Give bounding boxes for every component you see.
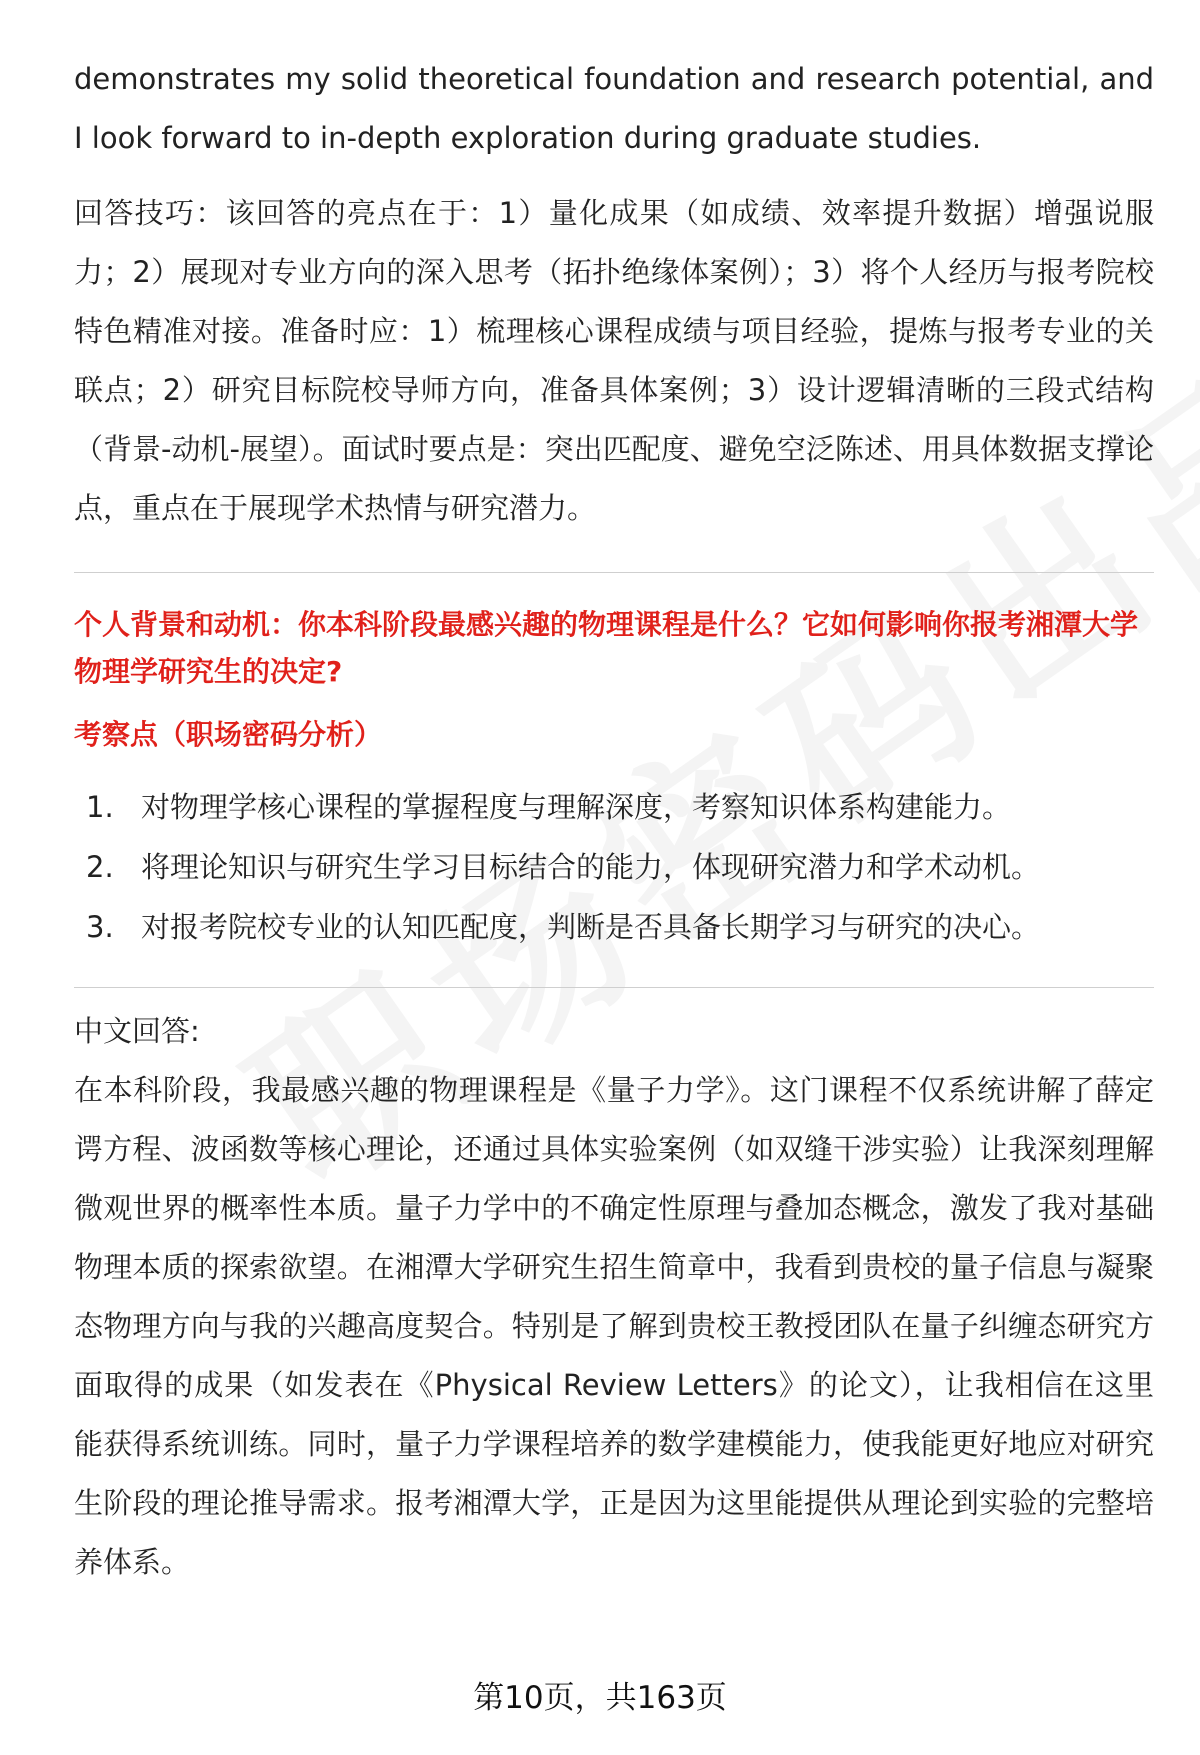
page-content xyxy=(74,50,1154,1592)
list-number: 3. xyxy=(86,910,114,944)
analysis-list xyxy=(74,777,1154,957)
list-text: 对报考院校专业的认知匹配度，判断是否具备长期学习与研究的决心。 xyxy=(141,910,1041,944)
list-number: 1. xyxy=(86,790,114,824)
analysis-heading: 考察点（职场密码分析） xyxy=(74,718,383,751)
list-item xyxy=(74,897,1154,957)
page-footer: 第10页，共163页 xyxy=(473,1680,727,1716)
list-item xyxy=(74,777,1154,837)
tips-paragraph: 回答技巧：该回答的亮点在于：1）量化成果（如成绩、效率提升数据）增强说服力；2）展现对专业方向的深入思考（拓扑绝缘体案例）；3）将个人经历与报考院校特色精准对接。准备时应：1）梳理核心课程成绩与项目经验，提炼与报考专业的关联点；2）研究目标院校导师方向，准备具体案例；3）设计逻辑清晰的三段式结构（背景-动机-展望）。面试时要点是：突出匹配度、避免空泛陈述、用具体数据支撑论点，重点在于展现学术热情与研究潜力。 xyxy=(74,196,1154,525)
answer-label: 中文回答: xyxy=(74,1014,200,1048)
list-text: 对物理学核心课程的掌握程度与理解深度，考察知识体系构建能力。 xyxy=(141,790,1012,824)
list-number: 2. xyxy=(86,850,114,884)
list-item xyxy=(74,837,1154,897)
list-text: 将理论知识与研究生学习目标结合的能力，体现研究潜力和学术动机。 xyxy=(141,850,1041,884)
intro-paragraph: demonstrates my solid theoretical foundation and research potential, and I look forward to in-depth exploration during graduate studies. xyxy=(74,62,1154,155)
question-heading: 个人背景和动机：你本科阶段最感兴趣的物理课程是什么？它如何影响你报考湘潭大学物理学研究生的决定? xyxy=(74,608,1139,688)
answer-paragraph: 在本科阶段，我最感兴趣的物理课程是《量子力学》。这门课程不仅系统讲解了薛定谔方程、波函数等核心理论，还通过具体实验案例（如双缝干涉实验）让我深刻理解微观世界的概率性本质。量子力学中的不确定性原理与叠加态概念，激发了我对基础物理本质的探索欲望。在湘潭大学研究生招生简章中，我看到贵校的量子信息与凝聚态物理方向与我的兴趣高度契合。特别是了解到贵校王教授团队在量子纠缠态研究方面取得的成果（如发表在《Physical Review Letters》的论文），让我相信在这里能获得系统训练。同时，量子力学课程培养的数学建模能力，使我能更好地应对研究生阶段的理论推导需求。报考湘潭大学，正是因为这里能提供从理论到实验的完整培养体系。 xyxy=(74,1073,1154,1579)
